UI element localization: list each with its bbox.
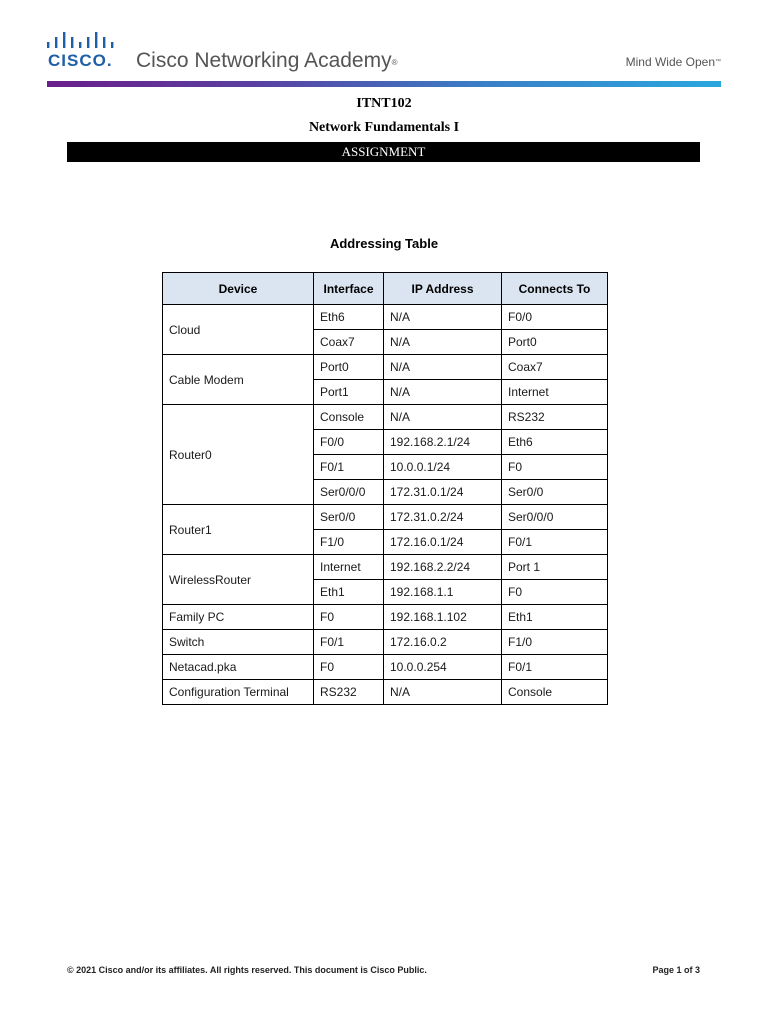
cell-interface: F0 <box>314 605 384 630</box>
cell-connects-to: Ser0/0 <box>502 480 608 505</box>
cell-connects-to: F0/1 <box>502 530 608 555</box>
table-row <box>163 405 608 430</box>
cell-connects-to: Port0 <box>502 330 608 355</box>
cell-ip-address: N/A <box>384 355 502 380</box>
table-row <box>163 630 608 655</box>
cell-interface: Console <box>314 405 384 430</box>
footer-page-number: Page 1 of 3 <box>652 965 700 975</box>
cell-device: Cable Modem <box>163 355 314 405</box>
cell-device: Router1 <box>163 505 314 555</box>
cell-interface: Port0 <box>314 355 384 380</box>
table-row <box>163 680 608 705</box>
cell-interface: Coax7 <box>314 330 384 355</box>
cell-interface: RS232 <box>314 680 384 705</box>
cell-interface: Eth6 <box>314 305 384 330</box>
cell-ip-address: N/A <box>384 380 502 405</box>
cell-interface: F0 <box>314 655 384 680</box>
cell-connects-to: F0 <box>502 580 608 605</box>
course-code: ITNT102 <box>356 96 412 111</box>
cisco-wordmark: CISCO. <box>48 51 113 70</box>
cell-connects-to: Ser0/0/0 <box>502 505 608 530</box>
table-title: Addressing Table <box>329 236 439 251</box>
table-row <box>163 605 608 630</box>
table-body <box>163 305 608 705</box>
cell-device: Family PC <box>163 605 314 630</box>
cell-connects-to: Internet <box>502 380 608 405</box>
tagline-text: Mind Wide Open <box>625 55 715 69</box>
cell-device: Cloud <box>163 305 314 355</box>
cell-connects-to: F0 <box>502 455 608 480</box>
cell-interface: F0/1 <box>314 455 384 480</box>
cell-ip-address: 192.168.2.1/24 <box>384 430 502 455</box>
cell-interface: F0/0 <box>314 430 384 455</box>
assignment-banner: ASSIGNMENT <box>67 142 700 162</box>
cell-connects-to: Eth1 <box>502 605 608 630</box>
cell-ip-address: 172.31.0.1/24 <box>384 480 502 505</box>
cell-interface: F0/1 <box>314 630 384 655</box>
cell-device: Router0 <box>163 405 314 505</box>
cell-ip-address: 192.168.1.102 <box>384 605 502 630</box>
trademark-mark: ™ <box>715 59 721 65</box>
footer-copyright: © 2021 Cisco and/or its affiliates. All rights reserved. This document is Cisco Public. <box>67 965 427 975</box>
cell-ip-address: N/A <box>384 305 502 330</box>
cell-connects-to: F1/0 <box>502 630 608 655</box>
header-ip-address: IP Address <box>384 273 502 305</box>
cell-device: Switch <box>163 630 314 655</box>
cell-device: Configuration Terminal <box>163 680 314 705</box>
cell-ip-address: N/A <box>384 405 502 430</box>
cell-ip-address: 10.0.0.254 <box>384 655 502 680</box>
cell-ip-address: 172.16.0.2 <box>384 630 502 655</box>
cell-connects-to: RS232 <box>502 405 608 430</box>
addressing-table <box>162 272 608 705</box>
cell-connects-to: Port 1 <box>502 555 608 580</box>
tagline <box>626 55 721 69</box>
academy-name <box>136 49 398 73</box>
cell-interface: Internet <box>314 555 384 580</box>
cell-interface: Eth1 <box>314 580 384 605</box>
page-header <box>0 0 768 90</box>
table-row <box>163 305 608 330</box>
cell-interface: F1/0 <box>314 530 384 555</box>
table-row <box>163 555 608 580</box>
cell-ip-address: 192.168.2.2/24 <box>384 555 502 580</box>
cell-connects-to: F0/0 <box>502 305 608 330</box>
cell-interface: Ser0/0/0 <box>314 480 384 505</box>
header-gradient-rule <box>47 81 721 87</box>
cell-ip-address: 10.0.0.1/24 <box>384 455 502 480</box>
course-name: Network Fundamentals I <box>308 120 460 135</box>
academy-name-text: Cisco Networking Academy <box>136 49 392 72</box>
registered-mark: ® <box>391 58 398 67</box>
cell-ip-address: 172.16.0.1/24 <box>384 530 502 555</box>
cell-interface: Port1 <box>314 380 384 405</box>
table-row <box>163 355 608 380</box>
header-connects-to: Connects To <box>502 273 608 305</box>
cell-ip-address: N/A <box>384 680 502 705</box>
cell-connects-to: Coax7 <box>502 355 608 380</box>
cell-interface: Ser0/0 <box>314 505 384 530</box>
header-device: Device <box>163 273 314 305</box>
cell-device: WirelessRouter <box>163 555 314 605</box>
cell-connects-to: Eth6 <box>502 430 608 455</box>
header-interface: Interface <box>314 273 384 305</box>
cell-connects-to: Console <box>502 680 608 705</box>
cell-ip-address: 172.31.0.2/24 <box>384 505 502 530</box>
cell-device: Netacad.pka <box>163 655 314 680</box>
cell-ip-address: N/A <box>384 330 502 355</box>
table-header-row <box>163 273 608 305</box>
cisco-bars-icon <box>47 32 117 48</box>
cell-ip-address: 192.168.1.1 <box>384 580 502 605</box>
table-row <box>163 655 608 680</box>
table-row <box>163 505 608 530</box>
cell-connects-to: F0/1 <box>502 655 608 680</box>
